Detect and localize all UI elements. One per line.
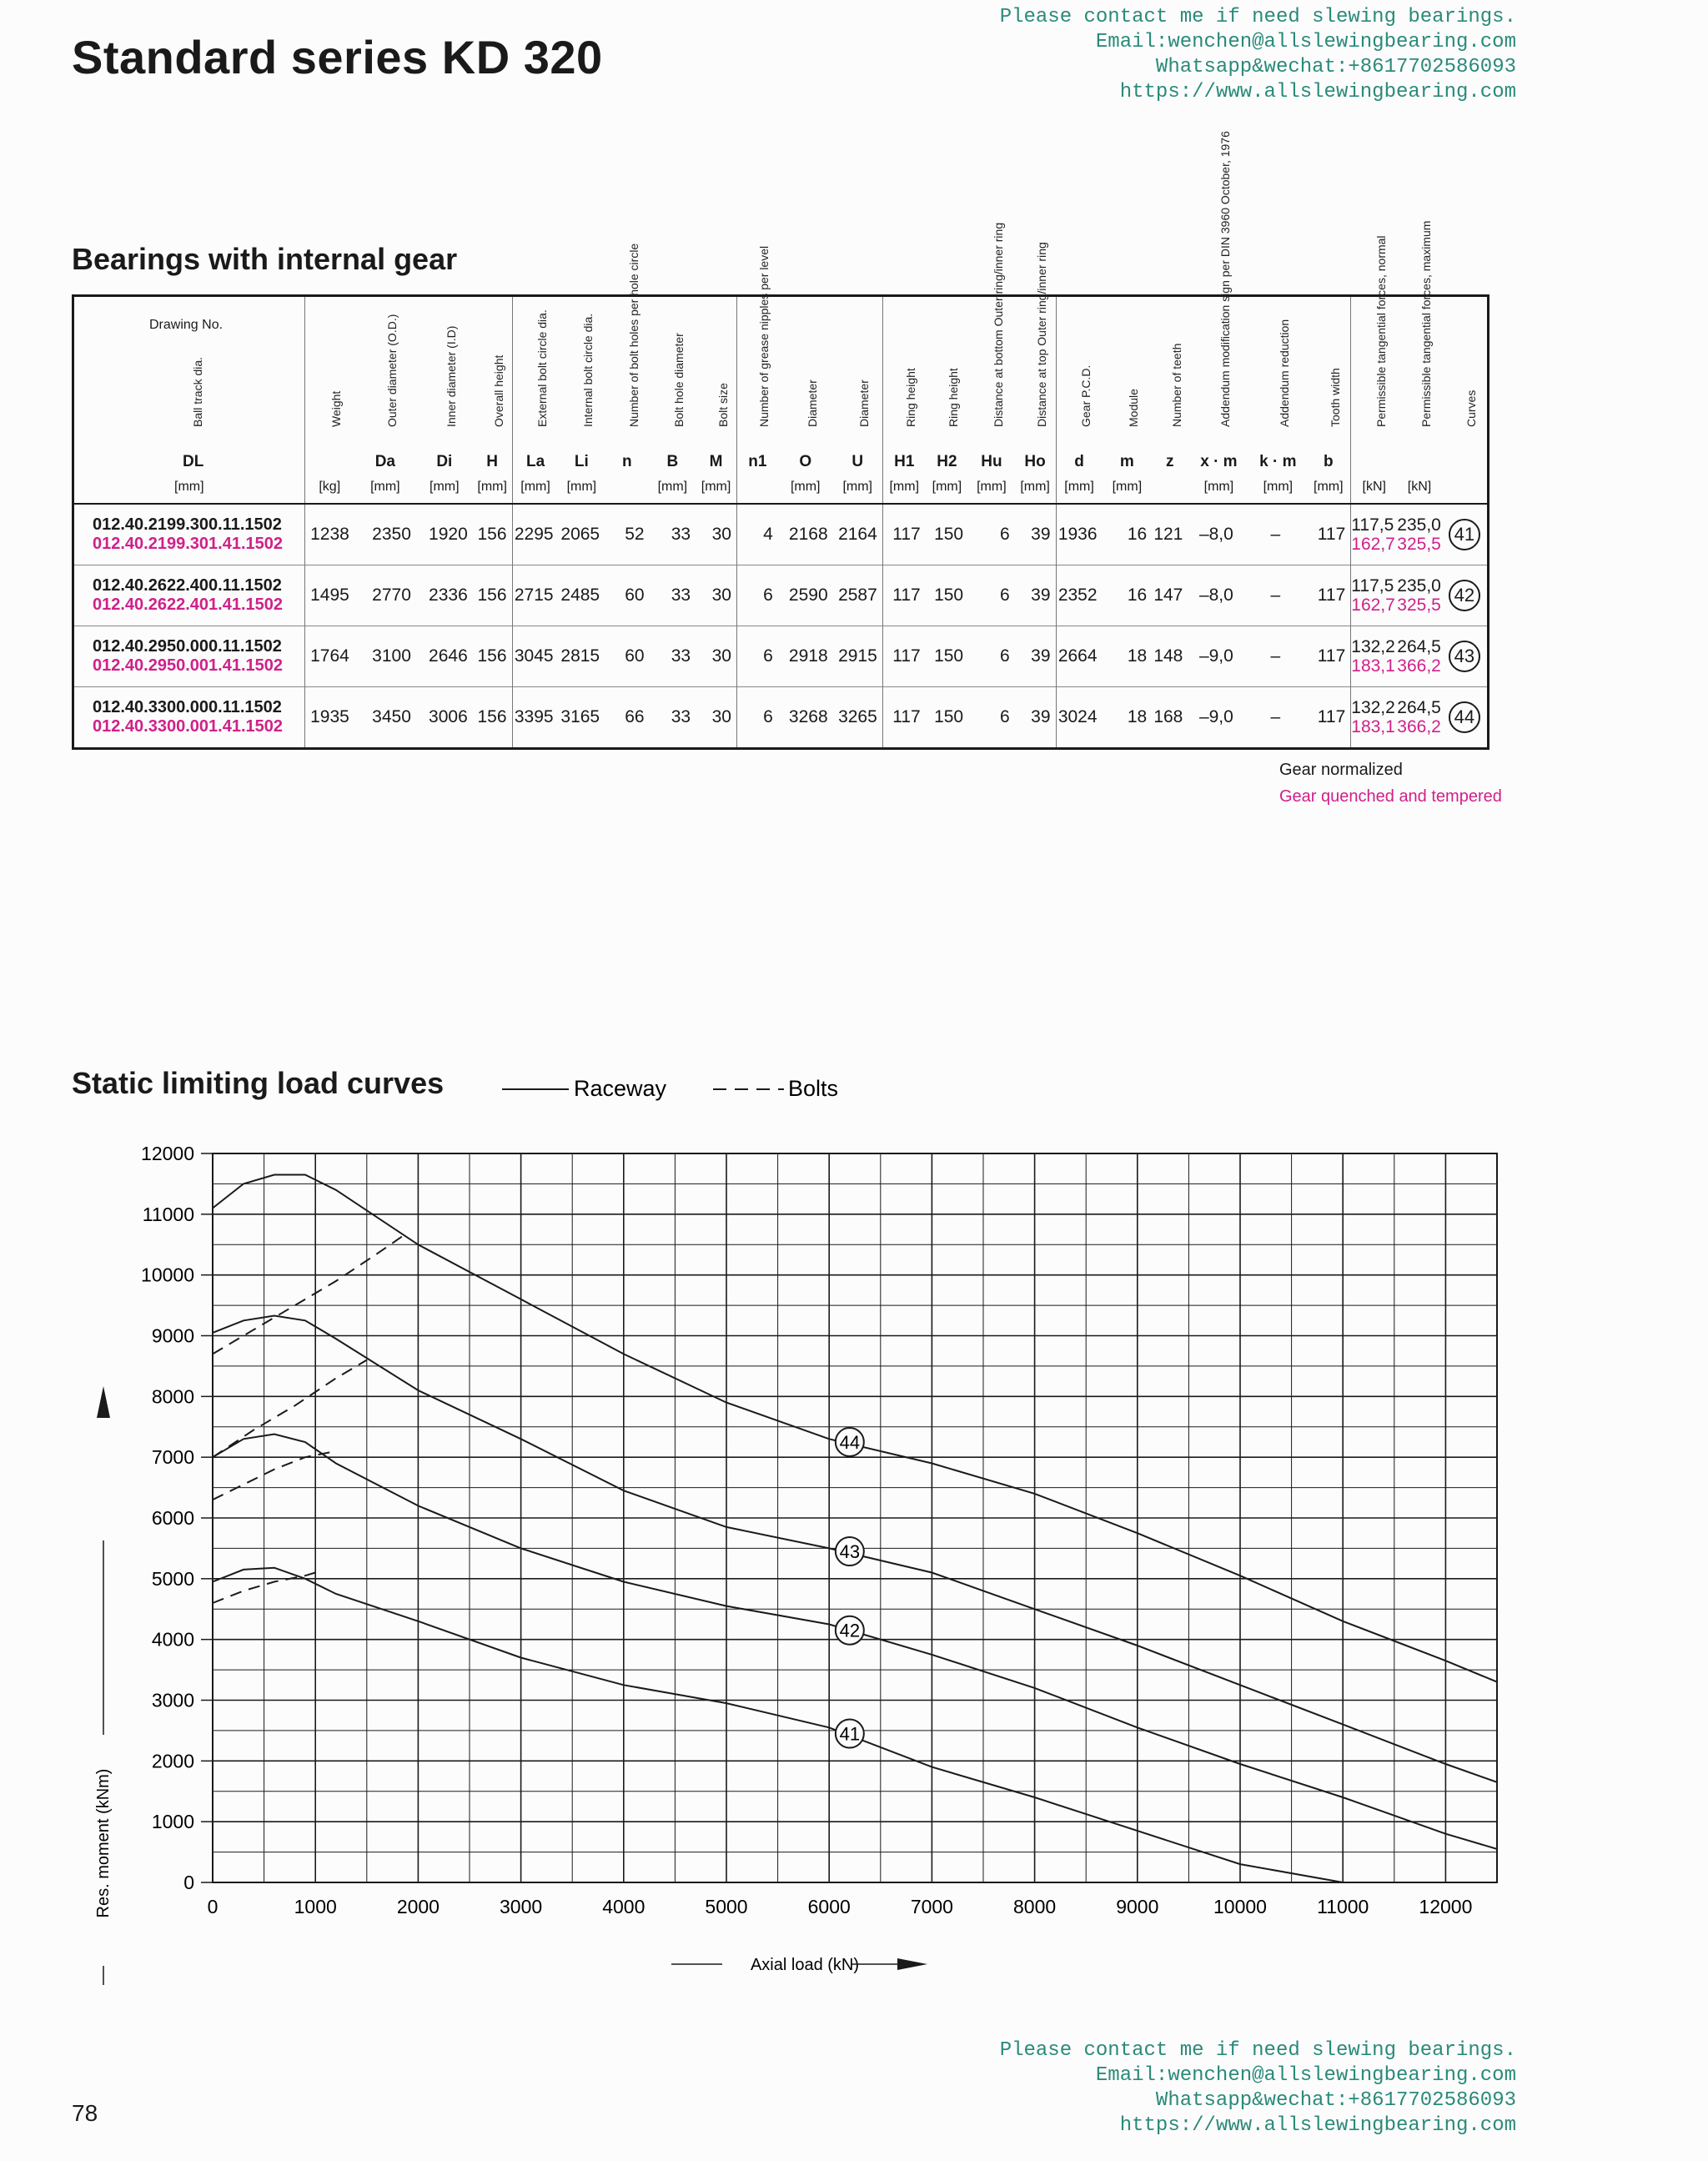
force-normal-value: 132,2 <box>1351 698 1395 717</box>
column-symbol: n <box>622 453 632 470</box>
table-cell: 1920 <box>416 504 473 565</box>
table-cell: 3395 <box>512 687 559 749</box>
table-cell: 16 <box>1103 565 1153 626</box>
table-cell: 148 <box>1152 626 1188 687</box>
column-header <box>512 296 559 505</box>
curve-ref-cell <box>1442 626 1489 687</box>
table-cell: – <box>1249 565 1306 626</box>
table-cell: 117 <box>882 504 925 565</box>
table-cell: 30 <box>696 626 736 687</box>
curve-ref-cell <box>1442 504 1489 565</box>
table-cell: 147 <box>1152 565 1188 626</box>
table-cell: 16 <box>1103 504 1153 565</box>
column-unit: [mm] <box>657 480 688 494</box>
drawing-number-cell <box>73 687 305 749</box>
table-row <box>73 565 1489 626</box>
table-cell: 30 <box>696 565 736 626</box>
column-label: Permissible tangential forces, normal <box>1374 235 1388 427</box>
contact-line: Email:wenchen@allslewingbearing.com <box>1095 2064 1516 2087</box>
y-axis-arrow-head <box>97 1386 110 1418</box>
curve-42-bolts <box>213 1451 336 1500</box>
column-label: Internal bolt circle dia. <box>581 313 595 427</box>
page-title: Standard series KD 320 <box>72 31 603 83</box>
column-unit: [kN] <box>1407 480 1432 494</box>
table-cell: – <box>1249 504 1306 565</box>
force-normal-value: 117,5 <box>1351 515 1394 535</box>
curve-badge: 41 <box>1449 519 1480 550</box>
column-symbol: La <box>525 453 545 470</box>
table-cell: 1936 <box>1056 504 1103 565</box>
column-unit: [mm] <box>520 480 550 494</box>
table-cell: 6 <box>968 687 1015 749</box>
column-label: Diameter <box>857 379 872 427</box>
legend-raceway-label: Raceway <box>574 1076 667 1101</box>
table-cell: 60 <box>605 626 649 687</box>
column-header <box>416 296 473 505</box>
column-header <box>1442 296 1489 505</box>
table-cell: 2590 <box>778 565 833 626</box>
tangential-force-max-cell <box>1397 565 1441 626</box>
column-unit: [mm] <box>477 480 507 494</box>
column-header <box>605 243 649 505</box>
force-normal-value: 132,2 <box>1351 637 1395 656</box>
column-header <box>1015 242 1056 505</box>
curve-ref-cell <box>1442 687 1489 749</box>
column-unit: [mm] <box>842 480 872 494</box>
table-cell: 2168 <box>778 504 833 565</box>
column-label: Number of grease nipples per level <box>757 245 771 427</box>
table-cell: 2350 <box>354 504 416 565</box>
x-tick-label: 12000 <box>1419 1896 1473 1917</box>
column-header <box>968 222 1015 505</box>
force-normal-value: 264,5 <box>1397 698 1441 717</box>
column-label: Permissible tangential forces, maximum <box>1419 220 1434 427</box>
curve-43-bolts <box>213 1360 367 1458</box>
drawing-number-cell <box>73 565 305 626</box>
tangential-force-normal-cell <box>1351 626 1398 687</box>
table-cell: 2352 <box>1056 565 1103 626</box>
y-axis-label: Res. moment (kNm) <box>94 1768 113 1918</box>
column-symbol: H2 <box>937 453 957 470</box>
column-label: Addendum modification sign per DIN 3960 October, 1976 <box>1218 131 1233 427</box>
column-symbol: d <box>1074 453 1084 470</box>
table-cell: 39 <box>1015 565 1056 626</box>
column-header <box>833 296 883 505</box>
table-cell: – <box>1249 687 1306 749</box>
drawing-number-normal: 012.40.3300.000.11.1502 <box>93 698 282 716</box>
table-cell: 2815 <box>559 626 605 687</box>
table-row <box>73 687 1489 749</box>
column-label: External bolt circle dia. <box>535 309 550 427</box>
load-curve-chart <box>0 1118 1708 2002</box>
column-unit: [mm] <box>370 480 400 494</box>
x-tick-label: 0 <box>207 1896 219 1917</box>
column-symbol: B <box>666 453 679 470</box>
column-label: Distance at top Outer ring/inner ring <box>1035 242 1049 427</box>
column-symbol: Ho <box>1024 453 1046 470</box>
table-cell: 150 <box>926 504 968 565</box>
y-tick-label: 7000 <box>151 1446 194 1469</box>
x-tick-label: 3000 <box>500 1896 543 1917</box>
column-header <box>1152 296 1188 505</box>
column-symbol: n1 <box>748 453 767 470</box>
column-unit: [mm] <box>1314 480 1344 494</box>
drawing-number-normal: 012.40.2950.000.11.1502 <box>93 637 282 656</box>
table-cell: –8,0 <box>1188 504 1249 565</box>
column-header <box>1056 296 1103 505</box>
drawing-no-label: Drawing No. <box>149 318 224 332</box>
column-label: Number of teeth <box>1169 343 1183 427</box>
column-label: Module <box>1127 389 1141 427</box>
x-tick-label: 9000 <box>1116 1896 1159 1917</box>
table-cell: 2915 <box>833 626 883 687</box>
contact-line: Whatsapp&wechat:+8617702586093 <box>1155 56 1516 78</box>
column-label: Ring height <box>947 368 961 427</box>
column-symbol: Di <box>436 453 453 470</box>
drawing-number-normal: 012.40.2622.400.11.1502 <box>93 576 282 595</box>
column-header <box>1249 296 1306 505</box>
table-cell: 3006 <box>416 687 473 749</box>
force-normal-value: 235,0 <box>1397 515 1441 535</box>
column-header <box>559 296 605 505</box>
column-unit: [mm] <box>430 480 460 494</box>
force-normal-value: 117,5 <box>1351 576 1394 596</box>
table-row <box>73 626 1489 687</box>
drawing-number-quenched: 012.40.2950.001.41.1502 <box>93 656 283 675</box>
y-tick-label: 9000 <box>151 1324 194 1347</box>
column-label: Ring height <box>904 368 918 427</box>
y-tick-label: 2000 <box>151 1750 194 1772</box>
force-quenched-value: 162,7 <box>1351 535 1395 554</box>
table-cell: 30 <box>696 504 736 565</box>
x-axis-label: Axial load (kN) <box>750 1956 860 1974</box>
column-header <box>1351 235 1398 505</box>
table-cell: 33 <box>650 626 696 687</box>
column-label: Number of bolt holes per hole circle <box>626 243 640 427</box>
table-cell: – <box>1249 626 1306 687</box>
y-tick-label: 6000 <box>151 1507 194 1529</box>
x-tick-label: 1000 <box>294 1896 337 1917</box>
table-cell: 2770 <box>354 565 416 626</box>
column-label: Diameter <box>805 379 819 427</box>
table-cell: 6 <box>968 504 1015 565</box>
drawing-number-normal: 012.40.2199.300.11.1502 <box>93 515 282 534</box>
table-cell: 117 <box>882 626 925 687</box>
column-label: Inner diameter (I.D) <box>444 325 458 427</box>
column-unit: [mm] <box>1020 480 1050 494</box>
contact-line: https://www.allslewingbearing.com <box>1119 81 1516 103</box>
contact-line: Whatsapp&wechat:+8617702586093 <box>1155 2089 1516 2112</box>
column-unit: [mm] <box>701 480 731 494</box>
curve-badge: 42 <box>1449 580 1480 611</box>
contact-line: Email:wenchen@allslewingbearing.com <box>1095 31 1516 53</box>
column-symbol: H <box>486 453 499 470</box>
column-label: Bolt size <box>716 383 730 427</box>
column-unit: [mm] <box>889 480 920 494</box>
x-tick-label: 8000 <box>1013 1896 1057 1917</box>
force-quenched-value: 162,7 <box>1351 596 1395 615</box>
curve-label: 44 <box>839 1431 861 1453</box>
force-quenched-value: 325,5 <box>1397 596 1441 615</box>
column-header <box>926 296 968 505</box>
table-cell: 117 <box>1306 687 1350 749</box>
y-tick-label: 11000 <box>142 1203 194 1225</box>
column-symbol: k · m <box>1259 453 1297 470</box>
table-cell: 2295 <box>512 504 559 565</box>
table-cell: 4 <box>736 504 777 565</box>
table-cell: 1495 <box>304 565 354 626</box>
table-cell: 39 <box>1015 626 1056 687</box>
table-cell: 3045 <box>512 626 559 687</box>
table-cell: 2485 <box>559 565 605 626</box>
column-symbol: H1 <box>894 453 915 470</box>
column-header <box>73 296 305 505</box>
force-quenched-value: 183,1 <box>1351 656 1395 676</box>
y-tick-label: 12000 <box>141 1143 194 1164</box>
legend-gear-quenched: Gear quenched and tempered <box>1279 787 1502 806</box>
column-symbol: Da <box>374 453 395 470</box>
page-number: 78 <box>72 2100 98 2126</box>
force-normal-value: 264,5 <box>1397 637 1441 656</box>
chart-title: Static limiting load curves <box>72 1066 445 1100</box>
x-tick-label: 4000 <box>602 1896 646 1917</box>
y-tick-label: 0 <box>183 1872 194 1893</box>
tangential-force-normal-cell <box>1351 504 1398 565</box>
table-cell: 150 <box>926 626 968 687</box>
table-cell: –9,0 <box>1188 687 1249 749</box>
y-tick-label: 8000 <box>151 1385 194 1408</box>
column-header <box>1397 220 1441 505</box>
column-label: Ball track dia. <box>191 356 204 427</box>
x-tick-label: 10000 <box>1213 1896 1267 1917</box>
chart-legend <box>500 1076 851 1101</box>
tangential-force-max-cell <box>1397 504 1441 565</box>
x-tick-label: 11000 <box>1317 1896 1369 1917</box>
column-header <box>304 296 354 505</box>
table-cell: 3165 <box>559 687 605 749</box>
table-cell: 117 <box>1306 504 1350 565</box>
table-cell: 3024 <box>1056 687 1103 749</box>
table-cell: 2715 <box>512 565 559 626</box>
table-cell: 30 <box>696 687 736 749</box>
x-tick-label: 2000 <box>396 1896 440 1917</box>
table-row <box>73 504 1489 565</box>
table-cell: 6 <box>968 565 1015 626</box>
column-unit: [mm] <box>1263 480 1294 494</box>
column-header <box>778 296 833 505</box>
table-cell: 2646 <box>416 626 473 687</box>
contact-line: Please contact me if need slewing bearings. <box>999 2039 1516 2062</box>
tangential-force-max-cell <box>1397 687 1441 749</box>
table-cell: 18 <box>1103 626 1153 687</box>
column-symbol: M <box>709 453 723 470</box>
table-cell: 150 <box>926 687 968 749</box>
table-cell: 39 <box>1015 687 1056 749</box>
table-cell: 117 <box>1306 626 1350 687</box>
table-cell: 3268 <box>778 687 833 749</box>
table-cell: –9,0 <box>1188 626 1249 687</box>
drawing-number-quenched: 012.40.2199.301.41.1502 <box>93 535 283 553</box>
x-axis-arrow-head <box>897 1958 927 1970</box>
column-unit: [mm] <box>977 480 1007 494</box>
column-symbol: m <box>1119 453 1134 470</box>
tangential-force-normal-cell <box>1351 687 1398 749</box>
table-cell: 2664 <box>1056 626 1103 687</box>
table-cell: 156 <box>473 626 512 687</box>
table-cell: 1764 <box>304 626 354 687</box>
column-unit: [mm] <box>566 480 597 494</box>
table-cell: 156 <box>473 504 512 565</box>
contact-block-top <box>1000 5 1516 105</box>
table-cell: 117 <box>1306 565 1350 626</box>
table-cell: 39 <box>1015 504 1056 565</box>
column-unit: [mm] <box>1064 480 1094 494</box>
force-quenched-value: 325,5 <box>1397 535 1441 554</box>
y-tick-label: 10000 <box>141 1264 194 1286</box>
table-cell: 1238 <box>304 504 354 565</box>
column-unit: [mm] <box>1203 480 1234 494</box>
contact-block-bottom <box>1000 2038 1516 2138</box>
column-symbol: U <box>851 453 864 470</box>
curve-badge: 43 <box>1449 641 1480 672</box>
table-cell: 156 <box>473 565 512 626</box>
column-header <box>696 296 736 505</box>
table-cell: 3100 <box>354 626 416 687</box>
table-cell: 2065 <box>559 504 605 565</box>
column-symbol: DL <box>183 453 204 470</box>
column-symbol: z <box>1166 453 1174 470</box>
force-quenched-value: 183,1 <box>1351 717 1395 736</box>
column-unit: [mm] <box>174 480 204 494</box>
column-header <box>736 245 777 505</box>
table-cell: 33 <box>650 504 696 565</box>
table-cell: 121 <box>1152 504 1188 565</box>
column-symbol: x · m <box>1200 453 1238 470</box>
column-symbol: Li <box>574 453 589 470</box>
section-title: Bearings with internal gear <box>72 242 458 276</box>
column-header <box>1103 296 1153 505</box>
column-label: Tooth width <box>1328 368 1342 427</box>
table-cell: 2336 <box>416 565 473 626</box>
table-cell: 156 <box>473 687 512 749</box>
x-tick-label: 6000 <box>807 1896 851 1917</box>
table-cell: –8,0 <box>1188 565 1249 626</box>
column-header <box>1188 131 1249 505</box>
column-symbol: b <box>1323 453 1334 470</box>
curve-ref-cell <box>1442 565 1489 626</box>
column-symbol: Hu <box>981 453 1002 470</box>
table-cell: 150 <box>926 565 968 626</box>
legend-bolts-label: Bolts <box>788 1076 839 1101</box>
column-label: Outer diameter (O.D.) <box>384 314 399 427</box>
column-unit: [mm] <box>932 480 962 494</box>
drawing-number-cell <box>73 504 305 565</box>
curve-badge: 44 <box>1449 701 1480 733</box>
table-cell: 3450 <box>354 687 416 749</box>
column-symbol: O <box>799 453 812 470</box>
table-cell: 6 <box>736 687 777 749</box>
table-cell: 117 <box>882 565 925 626</box>
legend-gear-normalized: Gear normalized <box>1279 761 1403 779</box>
table-cell: 60 <box>605 565 649 626</box>
curve-label: 43 <box>839 1541 861 1563</box>
column-unit: [kg] <box>319 480 341 494</box>
tangential-force-normal-cell <box>1351 565 1398 626</box>
table-cell: 117 <box>882 687 925 749</box>
table-cell: 6 <box>736 626 777 687</box>
table-cell: 6 <box>968 626 1015 687</box>
column-label: Overall height <box>492 354 506 427</box>
y-tick-label: 4000 <box>151 1628 194 1651</box>
table-cell: 2918 <box>778 626 833 687</box>
column-header <box>1306 296 1350 505</box>
column-header <box>650 296 696 505</box>
table-cell: 1935 <box>304 687 354 749</box>
y-tick-label: 1000 <box>151 1811 194 1833</box>
drawing-number-cell <box>73 626 305 687</box>
table-cell: 52 <box>605 504 649 565</box>
table-cell: 2164 <box>833 504 883 565</box>
column-label: Distance at bottom Outer ring/inner ring <box>991 222 1005 427</box>
force-quenched-value: 366,2 <box>1397 656 1441 676</box>
table-cell: 2587 <box>833 565 883 626</box>
column-label: Gear P.C.D. <box>1079 364 1093 427</box>
force-normal-value: 235,0 <box>1397 576 1441 596</box>
x-tick-label: 5000 <box>705 1896 748 1917</box>
curve-label: 42 <box>839 1620 861 1641</box>
tangential-force-max-cell <box>1397 626 1441 687</box>
x-tick-label: 7000 <box>910 1896 953 1917</box>
table-header-row <box>73 296 1489 505</box>
table-cell: 6 <box>736 565 777 626</box>
column-header <box>354 296 416 505</box>
table-cell: 66 <box>605 687 649 749</box>
table-cell: 3265 <box>833 687 883 749</box>
column-unit: [mm] <box>1112 480 1143 494</box>
column-unit: [mm] <box>790 480 821 494</box>
y-tick-label: 5000 <box>151 1567 194 1590</box>
table-cell: 18 <box>1103 687 1153 749</box>
table-cell: 168 <box>1152 687 1188 749</box>
column-label: Addendum reduction <box>1278 319 1292 427</box>
column-label: Weight <box>329 390 344 427</box>
drawing-number-quenched: 012.40.2622.401.41.1502 <box>93 596 283 614</box>
force-quenched-value: 366,2 <box>1397 717 1441 736</box>
table-cell: 33 <box>650 687 696 749</box>
y-tick-label: 3000 <box>151 1689 194 1711</box>
curve-label: 41 <box>839 1723 861 1745</box>
column-header <box>882 296 925 505</box>
contact-line: https://www.allslewingbearing.com <box>1119 2114 1516 2137</box>
column-label: Curves <box>1464 389 1478 427</box>
column-label: Bolt hole diameter <box>672 333 686 427</box>
table-cell: 33 <box>650 565 696 626</box>
contact-line: Please contact me if need slewing bearings. <box>999 6 1516 28</box>
column-unit: [kN] <box>1362 480 1386 494</box>
drawing-number-quenched: 012.40.3300.001.41.1502 <box>93 717 283 736</box>
column-header <box>473 296 512 505</box>
